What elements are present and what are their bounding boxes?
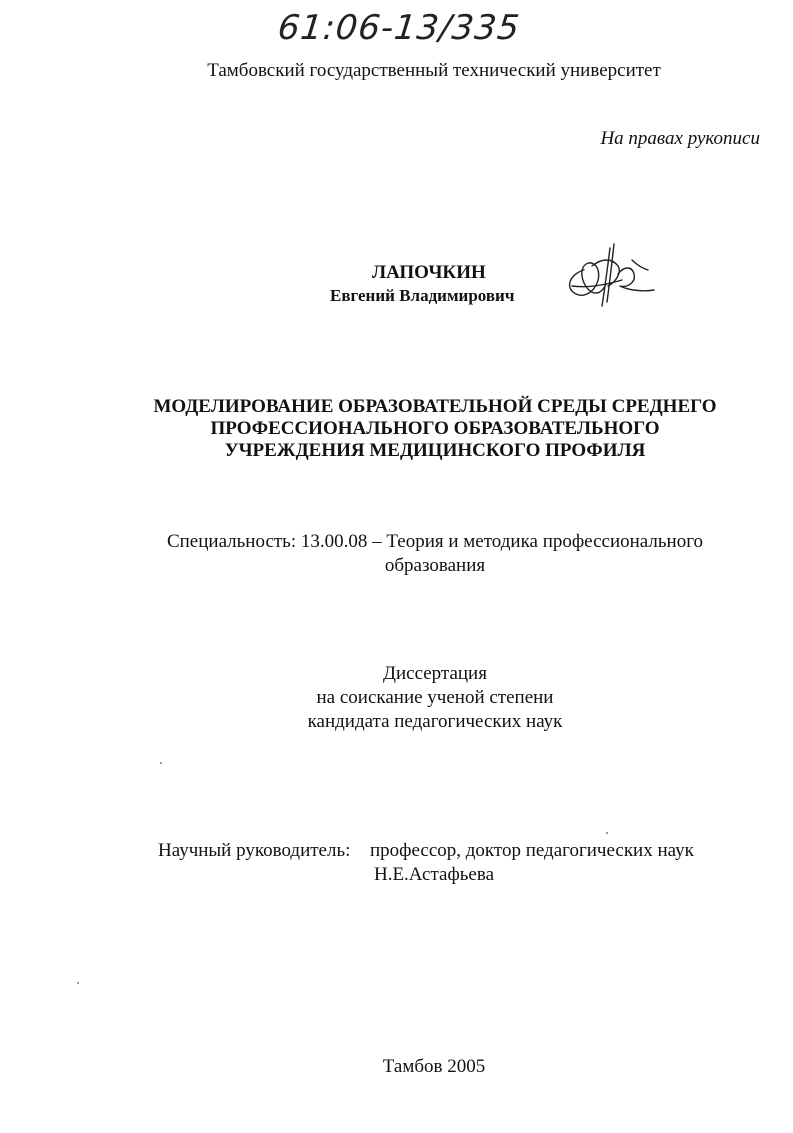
- degree-line-3: кандидата педагогических наук: [307, 711, 563, 732]
- title-line-2: ПРОФЕССИОНАЛЬНОГО ОБРАЗОВАТЕЛЬНОГО: [210, 418, 660, 439]
- manuscript-note: На правах рукописи: [600, 128, 760, 149]
- author-given-names: Евгений Владимирович: [330, 286, 515, 305]
- degree-line-2: на соискание ученой степени: [316, 687, 554, 708]
- handwritten-catalog-code: 61:06-13/335: [275, 8, 522, 48]
- supervisor-title: профессор, доктор педагогических наук: [370, 840, 694, 861]
- signature-icon: [562, 240, 662, 312]
- supervisor-label: Научный руководитель:: [158, 840, 351, 861]
- city-year: Тамбов 2005: [382, 1056, 486, 1077]
- dissertation-title: [80, 396, 790, 462]
- scan-speck: [606, 832, 608, 834]
- title-line-1: МОДЕЛИРОВАНИЕ ОБРАЗОВАТЕЛЬНОЙ СРЕДЫ СРЕДНЕГО: [153, 396, 717, 417]
- specialty: [80, 530, 790, 578]
- degree-line-1: Диссертация: [383, 663, 487, 684]
- supervisor-name: Н.Е.Астафьева: [373, 864, 495, 885]
- scan-speck: [160, 762, 162, 764]
- university-name: Тамбовский государственный технический университет: [207, 60, 661, 81]
- scan-speck: [77, 982, 79, 984]
- specialty-line-2: образования: [384, 555, 486, 576]
- specialty-line-1: Специальность: 13.00.08 – Теория и методика профессионального: [166, 531, 704, 552]
- degree-statement: [80, 662, 790, 734]
- author-surname: ЛАПОЧКИН: [372, 262, 486, 283]
- title-line-3: УЧРЕЖДЕНИЯ МЕДИЦИНСКОГО ПРОФИЛЯ: [224, 440, 646, 461]
